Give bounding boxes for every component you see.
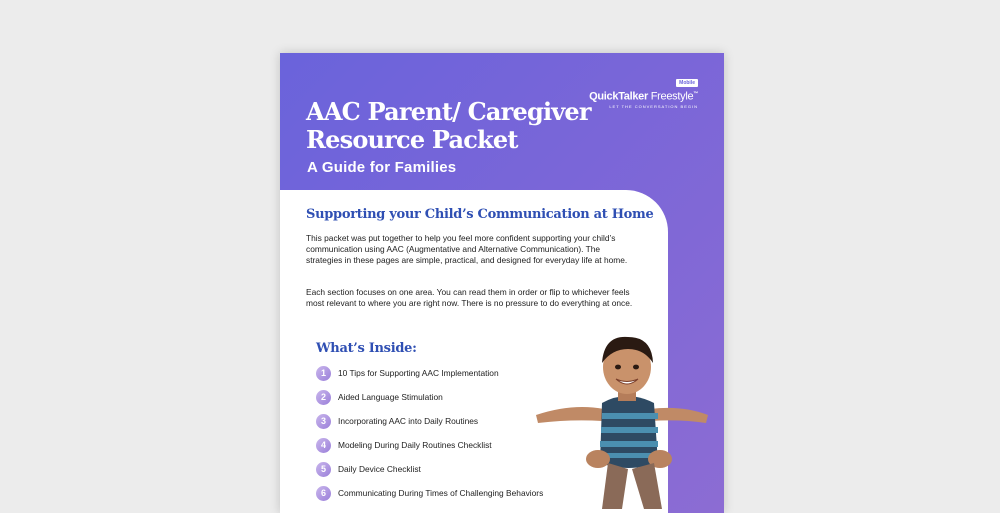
intro-paragraph-1: This packet was put together to help you feel more confident supporting your child’s communication using AAC (Augmentative and Alternative Communication). The strategies in these pages are simple, practical, and designed for everyday life at home. [306, 233, 628, 265]
contents-list [316, 361, 543, 505]
list-item [316, 457, 543, 481]
list-item [316, 361, 543, 385]
number-badge: 6 [316, 486, 331, 501]
number-badge: 2 [316, 390, 331, 405]
list-item-label: Daily Device Checklist [338, 464, 421, 474]
logo-name-bold: QuickTalker [589, 90, 648, 103]
list-item [316, 481, 543, 505]
logo-name-light: Freestyle [648, 90, 694, 103]
intro-paragraph-2: Each section focuses on one area. You can read them in order or flip to whichever feels most relevant to where you are right now. There is no pressure to do everything at once. [306, 287, 633, 308]
list-item [316, 433, 543, 457]
list-item-label: 10 Tips for Supporting AAC Implementation [338, 368, 499, 378]
number-badge: 4 [316, 438, 331, 453]
number-badge: 3 [316, 414, 331, 429]
page-subtitle: A Guide for Families [307, 159, 457, 176]
list-item [316, 409, 543, 433]
list-item-label: Incorporating AAC into Daily Routines [338, 416, 479, 426]
document-page [280, 53, 724, 513]
intro-heading: Supporting your Child’s Communication at Home [306, 207, 654, 222]
number-badge: 5 [316, 462, 331, 477]
list-item-label: Modeling During Daily Routines Checklist [338, 440, 492, 450]
contents-heading: What’s Inside: [316, 341, 417, 356]
child-photo [532, 323, 724, 513]
logo-trademark: ™ [693, 91, 698, 97]
page-title: AAC Parent/ Caregiver Resource Packet [306, 97, 591, 154]
logo-badge: Mobile [676, 79, 698, 87]
number-badge: 1 [316, 366, 331, 381]
logo-tagline: LET THE CONVERSATION BEGIN [609, 103, 698, 109]
list-item-label: Communicating During Times of Challenging Behaviors [338, 488, 544, 498]
list-item-label: Aided Language Stimulation [338, 392, 443, 402]
list-item [316, 385, 543, 409]
